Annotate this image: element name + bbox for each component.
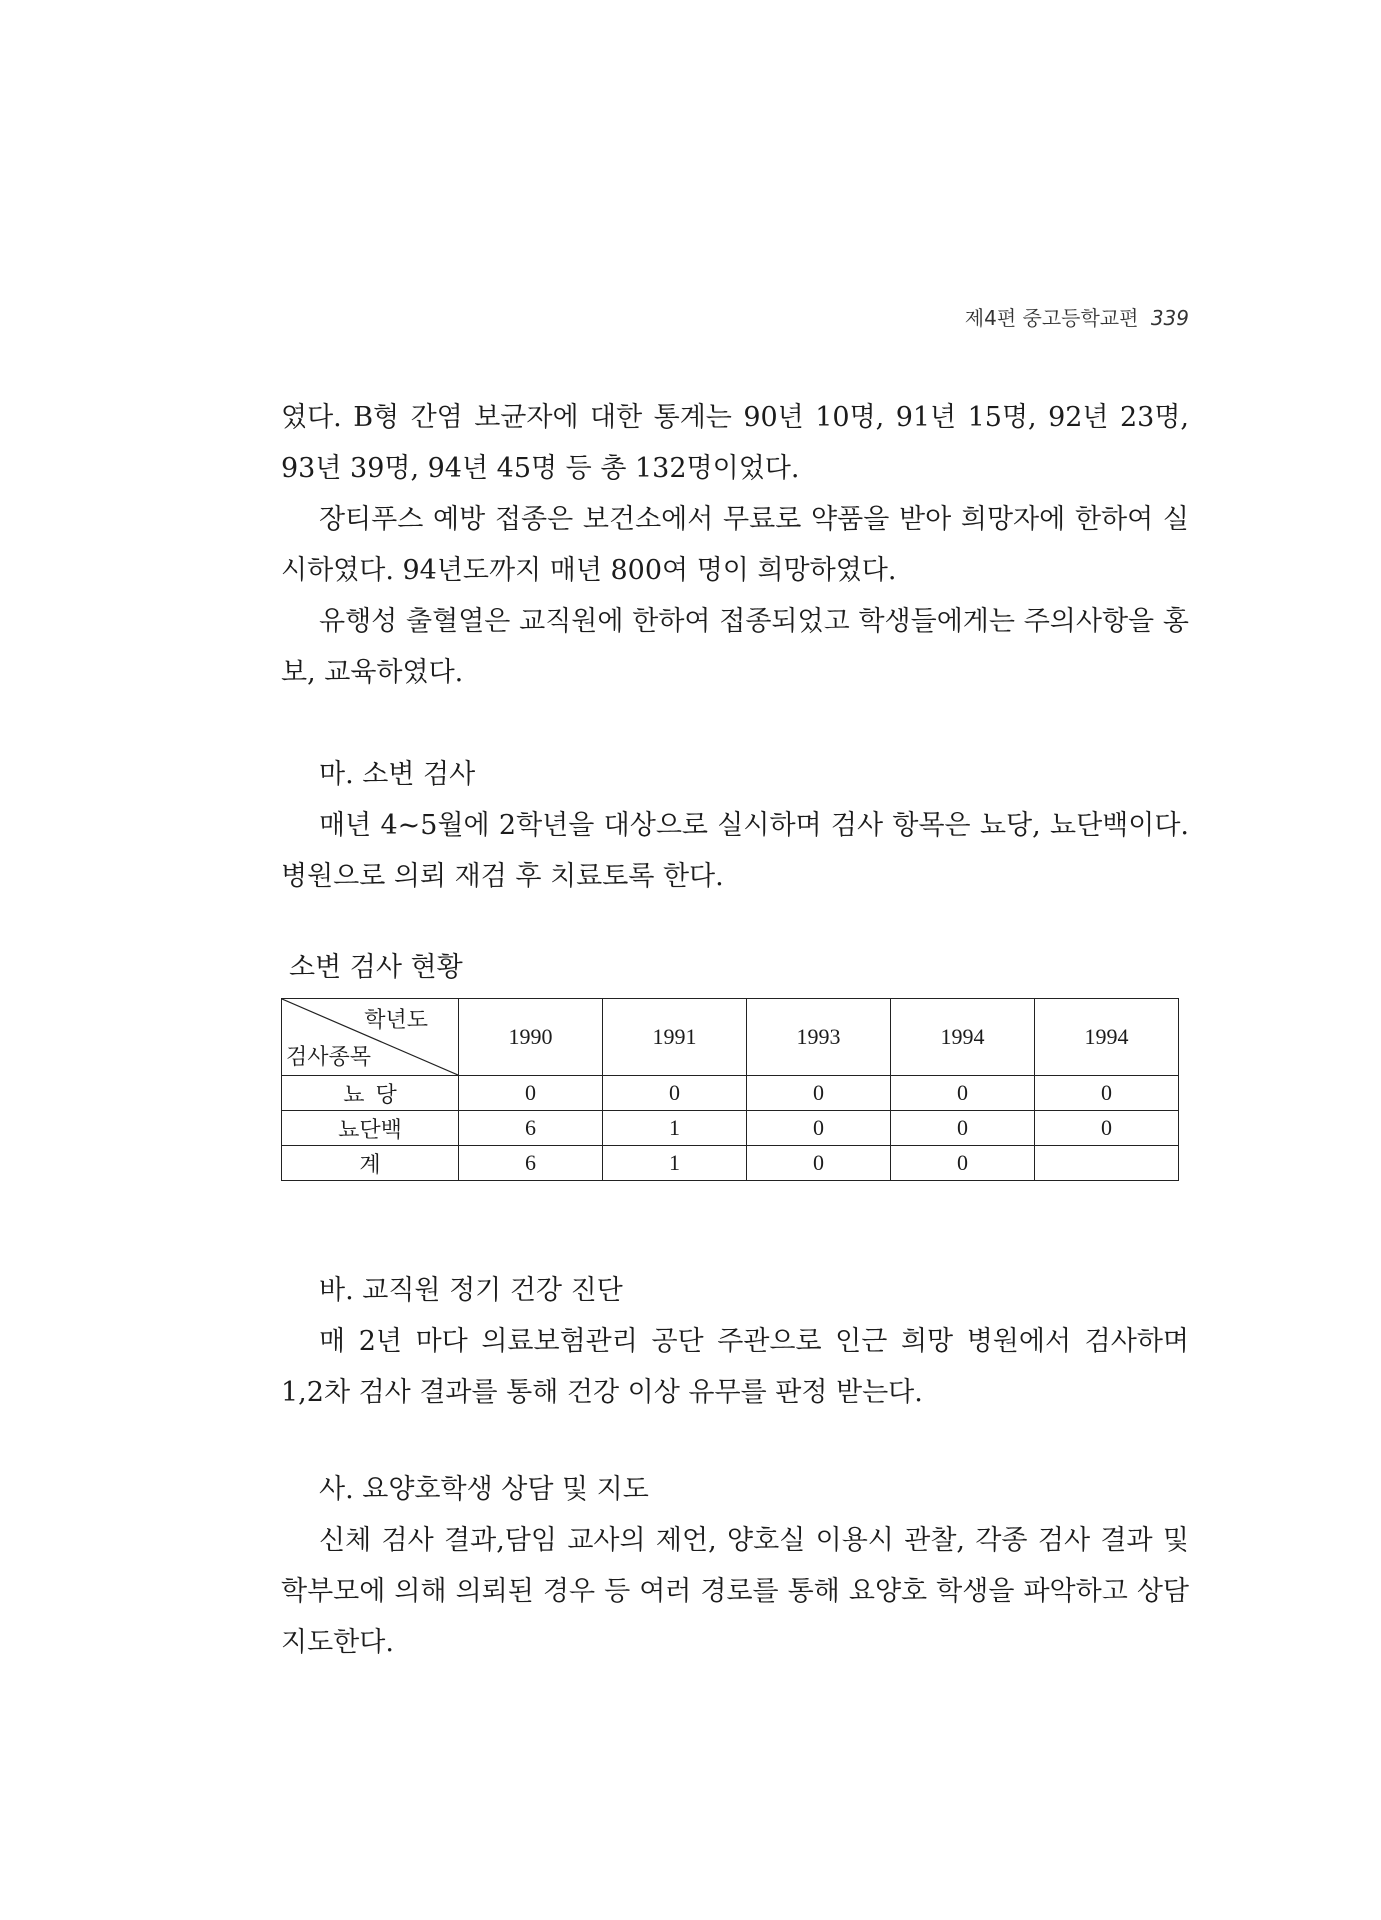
table-cell: 0 xyxy=(747,1111,891,1146)
table-row xyxy=(282,1146,1179,1181)
paragraph-hemorrhagic-fever: 유행성 출혈열은 교직원에 한하여 접종되었고 학생들에게는 주의사항을 홍보, 교육하였다. xyxy=(281,606,1189,688)
table-cell: 0 xyxy=(1035,1111,1179,1146)
section-heading-urine-test: 마. 소변 검사 xyxy=(319,759,476,790)
table-cell: 0 xyxy=(891,1146,1035,1181)
table-cell xyxy=(1035,1146,1179,1181)
year-header: 1994 xyxy=(891,999,1035,1076)
year-header: 1991 xyxy=(603,999,747,1076)
paragraph-urine-test: 매년 4~5월에 2학년을 대상으로 실시하며 검사 항목은 뇨당, 뇨단백이다. 병원으로 의뢰 재검 후 치료토록 한다. xyxy=(281,810,1189,892)
year-header: 1994 xyxy=(1035,999,1179,1076)
table-header-row xyxy=(282,999,1179,1076)
row-label: 뇨단백 xyxy=(282,1111,459,1146)
table-corner-cell xyxy=(282,999,459,1076)
corner-label-year: 학년도 xyxy=(364,1007,428,1032)
running-title: 제4편 중고등학교편 xyxy=(964,306,1139,330)
urine-test-table xyxy=(281,998,1179,1181)
table-row xyxy=(282,1111,1179,1146)
paragraph-staff-checkup: 매 2년 마다 의료보험관리 공단 주관으로 인근 희망 병원에서 검사하며 1,2차 검사 결과를 통해 건강 이상 유무를 판정 받는다. xyxy=(281,1326,1189,1408)
paragraph-student-counseling: 신체 검사 결과,담임 교사의 제언, 양호실 이용시 관찰, 각종 검사 결과 및 학부모에 의해 의뢰된 경우 등 여러 경로를 통해 요양호 학생을 파악하고 상담 지도한다. xyxy=(281,1525,1189,1658)
table-cell: 1 xyxy=(603,1146,747,1181)
table-cell: 0 xyxy=(1035,1076,1179,1111)
row-label: 계 xyxy=(282,1146,459,1181)
paragraph-hepatitis: 였다. B형 간염 보균자에 대한 통계는 90년 10명, 91년 15명, 92년 23명, 93년 39명, 94년 45명 등 총 132명이었다. xyxy=(281,402,1189,484)
paragraph-typhoid: 장티푸스 예방 접종은 보건소에서 무료로 약품을 받아 희망자에 한하여 실시하였다. 94년도까지 매년 800여 명이 희망하였다. xyxy=(281,504,1189,586)
section-heading-student-counseling: 사. 요양호학생 상담 및 지도 xyxy=(319,1474,649,1505)
corner-label-item: 검사종목 xyxy=(286,1044,372,1069)
year-header: 1990 xyxy=(459,999,603,1076)
section-heading-staff-checkup: 바. 교직원 정기 건강 진단 xyxy=(319,1275,623,1306)
table-cell: 1 xyxy=(603,1111,747,1146)
year-header: 1993 xyxy=(747,999,891,1076)
table-row xyxy=(282,1076,1179,1111)
row-label: 뇨 당 xyxy=(282,1076,459,1111)
page-body xyxy=(281,392,1189,1668)
table-cell: 6 xyxy=(459,1146,603,1181)
table-cell: 0 xyxy=(891,1076,1035,1111)
table-cell: 0 xyxy=(891,1111,1035,1146)
table-cell: 0 xyxy=(459,1076,603,1111)
page-number: 339 xyxy=(1150,306,1189,330)
table-cell: 0 xyxy=(603,1076,747,1111)
table-cell: 0 xyxy=(747,1146,891,1181)
page-header xyxy=(965,302,1189,331)
table-cell: 0 xyxy=(747,1076,891,1111)
table-cell: 6 xyxy=(459,1111,603,1146)
table-caption: 소변 검사 현황 xyxy=(289,952,463,983)
